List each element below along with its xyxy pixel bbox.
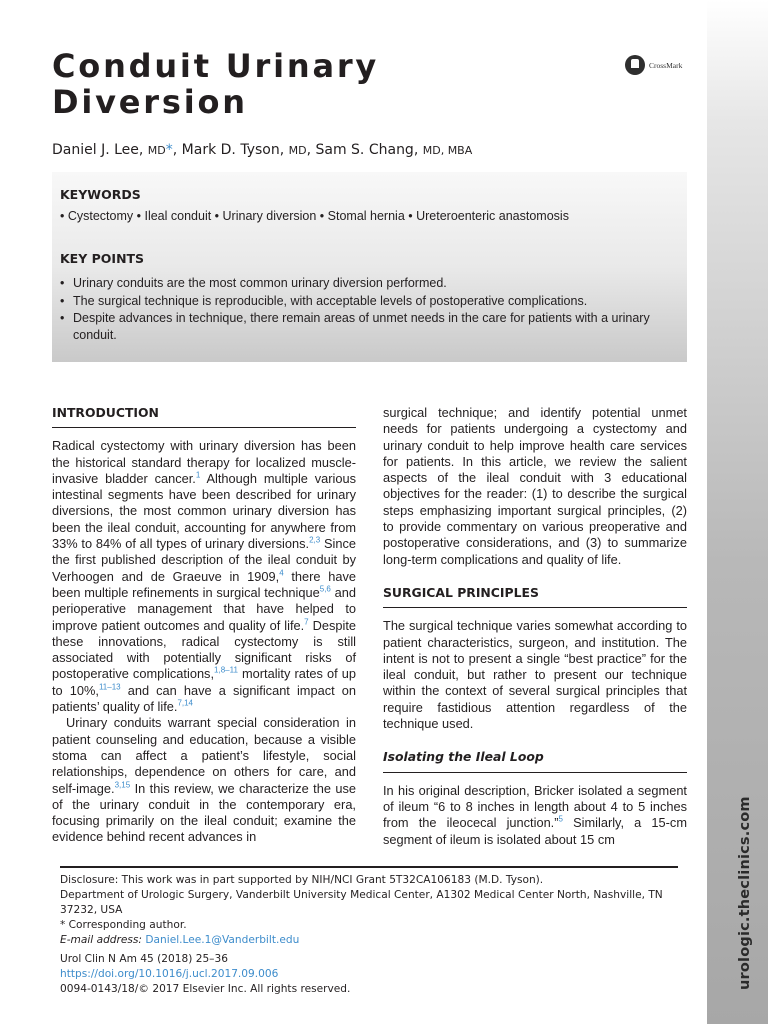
isolating-ileal-loop-heading: Isolating the Ileal Loop — [383, 749, 544, 765]
body-text: Radical cystectomy with urinary diversion has been the historical standard therapy for localized muscle-invasive bladder cancer. — [52, 438, 356, 486]
keywords-heading: KEYWORDS — [60, 187, 141, 202]
left-column — [52, 405, 356, 846]
reference-link[interactable]: 5 — [558, 814, 563, 824]
body-text: In his original description, Bricker isolated a segment of ileum “6 to 8 inches in length about 4 to 5 inches from the ileocecal junction.” — [383, 782, 687, 831]
intro-paragraph-2 — [52, 715, 356, 845]
key-point: • Despite advances in technique, there remain areas of unmet needs in the care for patients with a urinary conduit. — [60, 310, 680, 343]
body-text: Urinary conduits warrant special consideration in patient counseling and education, because a visible stoma can affect a patient’s lifestyle, social relationships, dependence on others for care, and self-image. — [52, 715, 356, 796]
reference-link[interactable]: 1,8–11 — [214, 666, 238, 676]
footnotes — [60, 873, 690, 948]
corresponding-author-note: * Corresponding author. — [60, 919, 187, 931]
key-point: • Urinary conduits are the most common urinary diversion performed. — [60, 275, 680, 292]
keyword: Ileal conduit — [144, 209, 212, 223]
crossmark-badge[interactable] — [625, 55, 682, 75]
author-name: , Sam S. Chang, — [306, 142, 419, 158]
footnote-rule — [60, 866, 678, 868]
body-text: Although multiple various intestinal segments have been described for urinary diversions, the most common urinary diversion has been the ileal conduit, accounting for anywhere from 33% to 84% of all types of urinary diversions. — [52, 470, 357, 552]
keyword: Urinary diversion — [222, 209, 317, 223]
body-text: Similarly, a 15-cm segment of ileum is isolated about 15 cm — [383, 815, 687, 847]
corresponding-author-marker[interactable]: * — [165, 142, 173, 158]
article-title: Conduit Urinary Diversion — [52, 47, 380, 121]
key-points-list — [60, 275, 680, 344]
reference-link[interactable]: 4 — [279, 568, 284, 578]
body-text: mortality rates of up to 10%, — [52, 666, 356, 698]
citation-block — [60, 952, 690, 997]
author-degree: MD — [288, 144, 307, 157]
body-text: and can have a significant impact on patients’ quality of life. — [52, 682, 356, 715]
reference-link[interactable]: 5,6 — [319, 584, 331, 594]
email-line — [60, 933, 690, 948]
keyword: Stomal hernia — [327, 209, 405, 223]
author-name: Daniel J. Lee, — [52, 142, 144, 158]
author-name: , Mark D. Tyson, — [172, 142, 285, 158]
email-label: E-mail address: — [60, 934, 143, 946]
author-list — [52, 142, 472, 158]
surgical-principles-paragraph: The surgical technique varies somewhat according to patient characteristics, surgeon, and institution. The intent is not to present a single “best practice” for the ileal conduit, but rather to present our technique within the context of several surgical principles that require fastidious attention regardless of the technique used. — [383, 618, 687, 732]
author-degree: MD, MBA — [422, 144, 473, 157]
surgical-principles-heading: SURGICAL PRINCIPLES — [383, 584, 539, 600]
body-text: Since the first published description of the ileal conduit by Verhoogen and de Graeuve in 1909, — [52, 536, 357, 584]
intro-paragraph-2-continued — [383, 405, 687, 568]
key-points-heading: KEY POINTS — [60, 251, 145, 266]
crossmark-icon — [625, 55, 645, 75]
reference-link[interactable]: 7 — [304, 617, 309, 627]
reference-link[interactable]: 11–13 — [98, 682, 121, 692]
body-text: and perioperative management that have helped to improve patient outcomes and quality of life. — [52, 584, 356, 633]
section-rule — [383, 772, 687, 773]
journal-citation: Urol Clin N Am 45 (2018) 25–36 — [60, 953, 228, 965]
key-point: • The surgical technique is reproducible, with acceptable levels of postoperative complications. — [60, 293, 680, 310]
reference-link[interactable]: 1 — [195, 470, 201, 480]
reference-link[interactable]: 7,14 — [177, 698, 194, 708]
body-text: surgical technique; and identify potential unmet needs for patients undergoing a cystectomy and urinary conduit to help improve health care services for patients. In this article, we review the salient aspects of the ileal conduit with 3 educational objectives for the reader: (1) to describe the surgical steps emphasizing important surgical principles, (2) to provide commentary on various preoperative and postoperative considerations, and (3) to summarize long-term complications and quality of life. — [383, 405, 687, 567]
copyright: 0094-0143/18/© 2017 Elsevier Inc. All rights reserved. — [60, 983, 351, 995]
journal-url: urologic.theclinics.com — [737, 796, 753, 990]
intro-paragraph-1 — [52, 438, 356, 715]
isolating-paragraph — [383, 783, 687, 848]
introduction-heading: INTRODUCTION — [52, 405, 159, 420]
keywords-list: • Cystectomy • Ileal conduit • Urinary diversion • Stomal hernia • Ureteroenteric anastomosis — [60, 209, 569, 223]
body-text: Despite these innovations, radical cystectomy is still associated with potentially significant risks of postoperative complications, — [52, 617, 356, 682]
disclosure: Disclosure: This work was in part supported by NIH/NCI Grant 5T32CA106183 (M.D. Tyson). — [60, 874, 544, 886]
section-rule — [383, 607, 687, 608]
reference-link[interactable]: 3,15 — [114, 780, 131, 790]
right-column — [383, 405, 687, 848]
body-text: there have been multiple refinements in surgical technique — [52, 568, 357, 600]
doi-link[interactable]: https://doi.org/10.1016/j.ucl.2017.09.006 — [60, 968, 279, 980]
keyword: Cystectomy — [67, 209, 134, 223]
body-text: In this review, we characterize the use of the urinary conduit in the contemporary era, focusing primarily on the ileal conduit; examine the evidence behind recent advances in — [52, 780, 356, 845]
affiliation: Department of Urologic Surgery, Vanderbilt University Medical Center, A1302 Medical Center North, Nashville, TN 37232, USA — [60, 889, 663, 916]
reference-link[interactable]: 2,3 — [309, 535, 321, 545]
keywords-box — [52, 172, 687, 362]
crossmark-label: CrossMark — [649, 60, 683, 70]
keyword: Ureteroenteric anastomosis — [416, 209, 569, 223]
email-link[interactable]: Daniel.Lee.1@Vanderbilt.edu — [145, 934, 300, 946]
section-rule — [52, 427, 356, 428]
author-degree: MD — [147, 144, 166, 157]
